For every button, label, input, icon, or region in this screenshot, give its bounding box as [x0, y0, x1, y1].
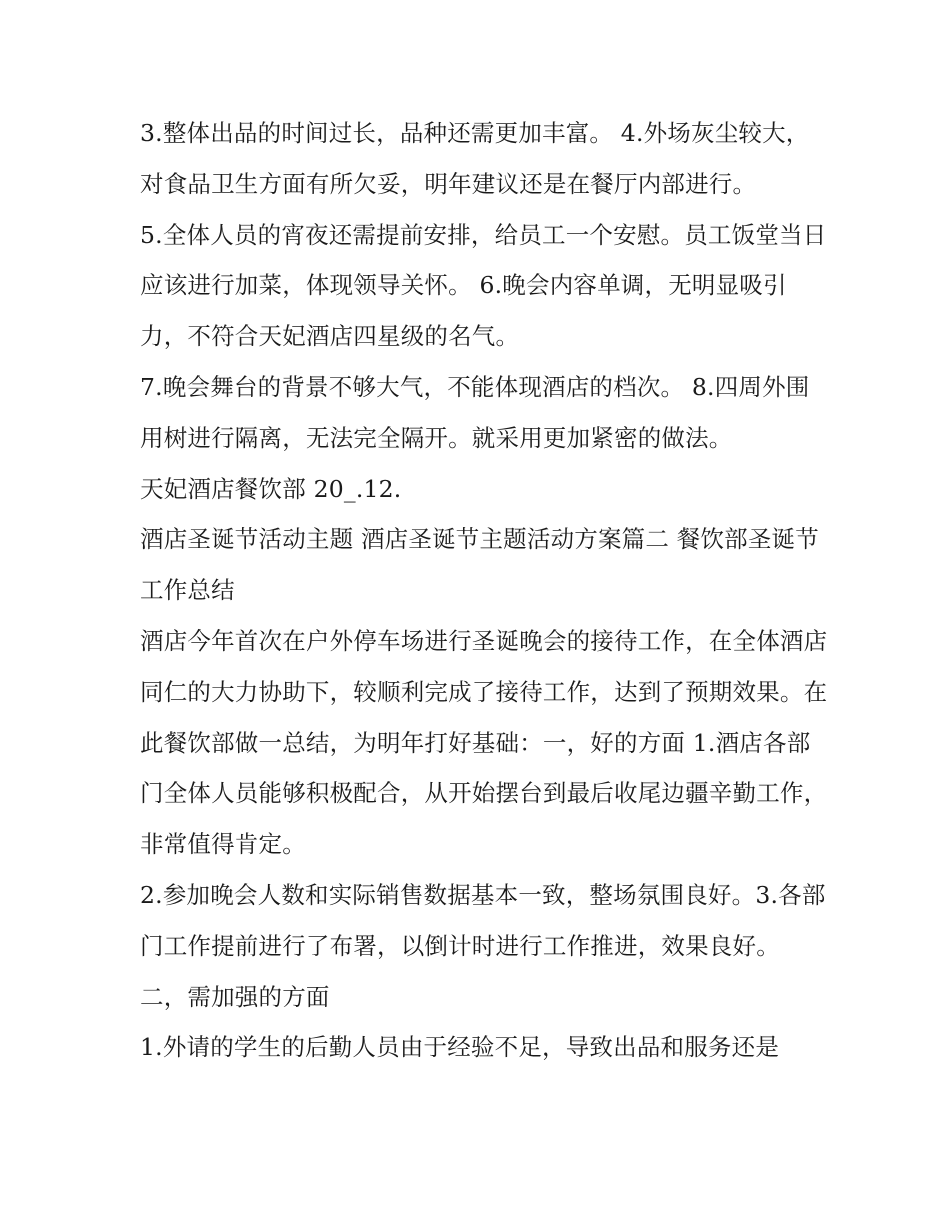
paragraph-1: 3.整体出品的时间过长，品种还需更加丰富。 4.外场灰尘较大，对食品卫生方面有所欠妥，明年建议还是在餐厅内部进行。 [140, 119, 810, 198]
signature-line: 天妃酒店餐饮部 20_.12. [140, 474, 402, 503]
paragraph-2: 5.全体人员的宵夜还需提前安排，给员工一个安慰。员工饭堂当日应该进行加菜，体现领导关怀。 6.晚会内容单调，无明显吸引力，不符合天妃酒店四星级的名气。 [140, 220, 827, 351]
document-body [140, 108, 830, 1073]
section-heading: 酒店圣诞节活动主题 酒店圣诞节主题活动方案篇二 餐饮部圣诞节工作总结 [140, 525, 819, 605]
paragraph-3: 7.晚会舞台的背景不够大气，不能体现酒店的档次。 8.四周外围用树进行隔离，无法完全隔开。就采用更加紧密的做法。 [140, 372, 810, 452]
paragraph-improvements: 1.外请的学生的后勤人员由于经验不足，导致出品和服务还是 [140, 1033, 780, 1062]
paragraph-good-points: 2.参加晚会人数和实际销售数据基本一致，整场氛围良好。3.各部门工作提前进行了布署，以倒计时进行工作推进，效果良好。 二，需加强的方面 [140, 880, 826, 1011]
paragraph-summary: 酒店今年首次在户外停车场进行圣诞晚会的接待工作，在全体酒店同仁的大力协助下，较顺利完成了接待工作，达到了预期效果。在此餐饮部做一总结，为明年打好基础：一，好的方面 1.酒店各部门全体人员能够积极配合，从开始摆台到最后收尾边疆辛勤工作，非常值得肯定。 [140, 626, 828, 859]
